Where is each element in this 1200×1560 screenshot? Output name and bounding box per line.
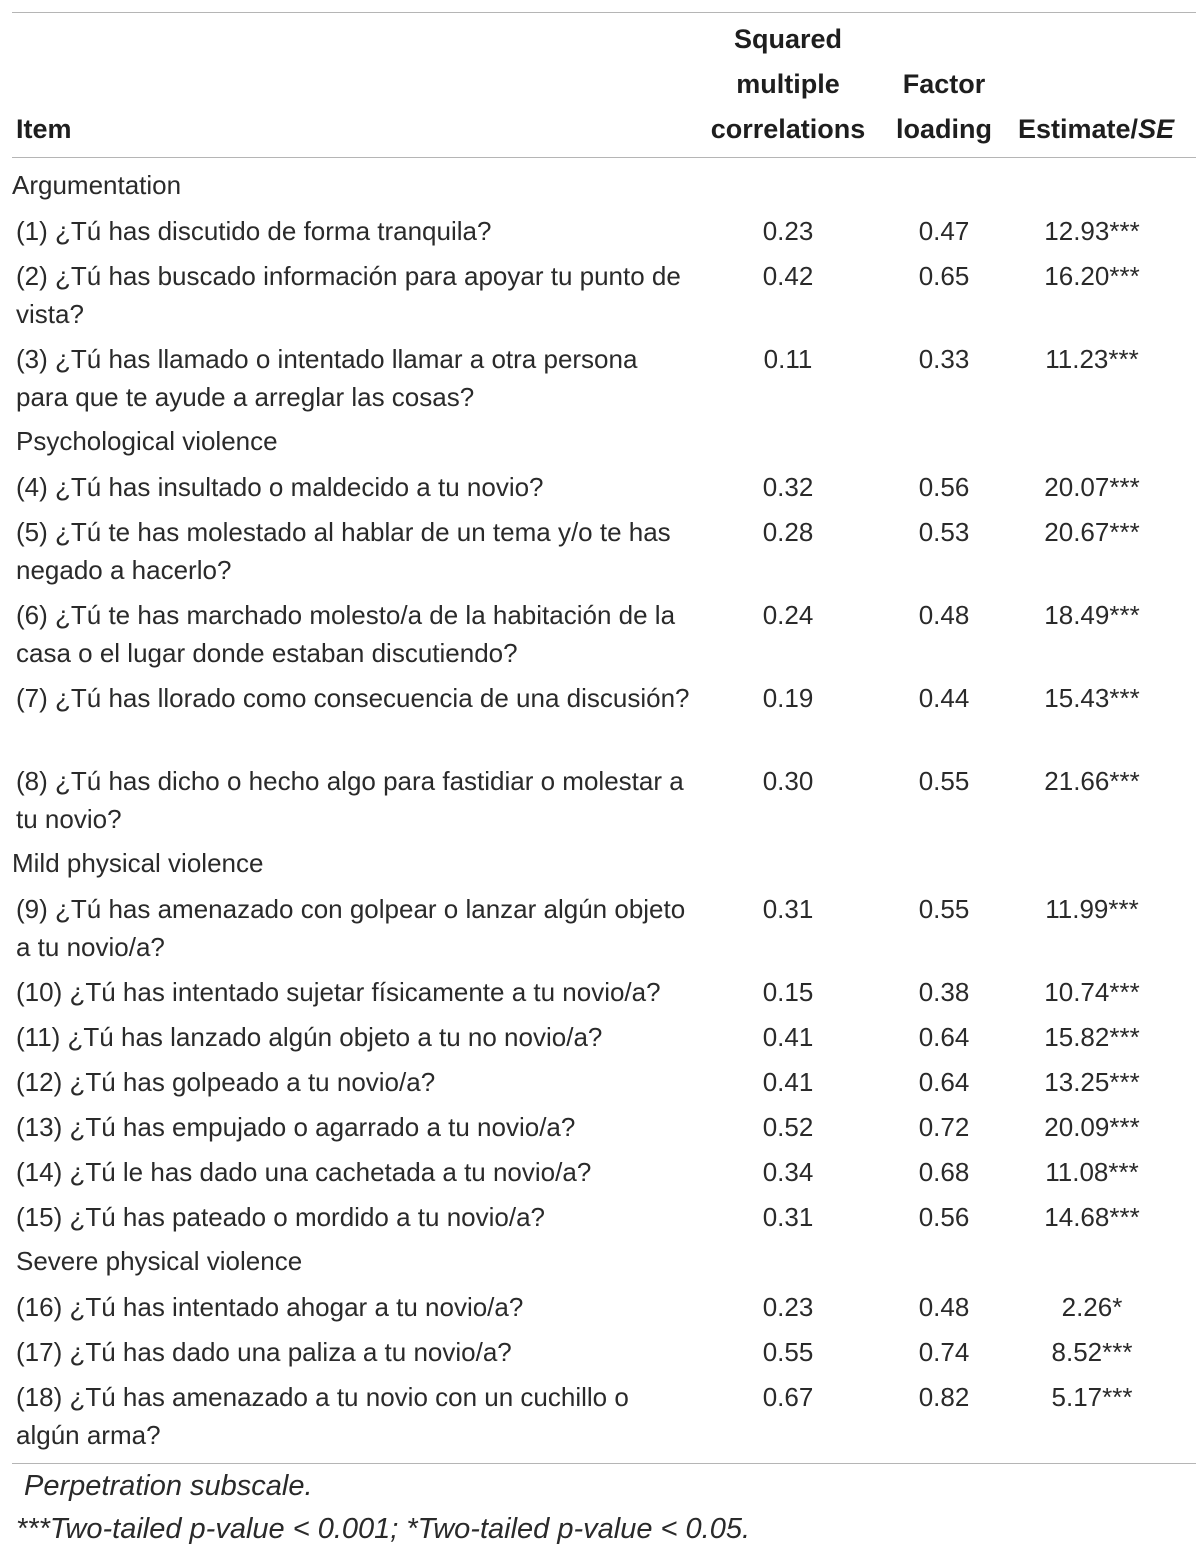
item-text: (18) ¿Tú has amenazado a tu novio con un cuchillo o algún arma? <box>16 1382 629 1450</box>
factor-loading: 0.47 <box>918 216 970 246</box>
squared-multiple-correlation: 0.28 <box>762 517 814 547</box>
factor-loading: 0.74 <box>918 1337 970 1367</box>
estimate-se: 12.93*** <box>1044 216 1140 246</box>
factor-loading: 0.55 <box>918 766 970 796</box>
header-rule <box>12 157 1196 158</box>
estimate-se: 20.67*** <box>1044 517 1140 547</box>
section-heading: Mild physical violence <box>12 848 264 878</box>
item-text: (7) ¿Tú has llorado como consecuencia de una discusión? <box>16 683 690 713</box>
factor-loading: 0.53 <box>918 517 970 547</box>
estimate-se: 11.99*** <box>1045 894 1139 924</box>
item-text: (17) ¿Tú has dado una paliza a tu novio/a? <box>16 1337 512 1367</box>
squared-multiple-correlation: 0.55 <box>762 1337 814 1367</box>
squared-multiple-correlation: 0.32 <box>762 472 814 502</box>
estimate-se: 18.49*** <box>1044 600 1140 630</box>
table-row <box>0 1329 1200 1374</box>
factor-loading: 0.38 <box>918 977 970 1007</box>
estimate-se: 16.20*** <box>1044 261 1140 291</box>
estimate-se: 14.68*** <box>1044 1202 1140 1232</box>
squared-multiple-correlation: 0.42 <box>762 261 814 291</box>
table-row <box>0 253 1200 336</box>
estimate-se: 15.43*** <box>1044 683 1140 713</box>
item-text: (8) ¿Tú has dicho o hecho algo para fastidiar o molestar a tu novio? <box>16 766 684 834</box>
estimate-se: 15.82*** <box>1044 1022 1140 1052</box>
footnote-subscale: Perpetration subscale. <box>24 1470 313 1502</box>
top-rule <box>12 12 1196 13</box>
factor-loading: 0.72 <box>918 1112 970 1142</box>
table-row <box>0 464 1200 509</box>
table-row <box>0 758 1200 841</box>
table-body <box>0 163 1200 1457</box>
table-row <box>0 1014 1200 1059</box>
squared-multiple-correlation: 0.24 <box>762 600 814 630</box>
factor-loading: 0.33 <box>918 344 970 374</box>
item-text: (14) ¿Tú le has dado una cachetada a tu novio/a? <box>16 1157 592 1187</box>
bottom-rule <box>12 1463 1196 1464</box>
estimate-se: 21.66*** <box>1044 766 1140 796</box>
item-text: (15) ¿Tú has pateado o mordido a tu novio/a? <box>16 1202 545 1232</box>
squared-multiple-correlation: 0.31 <box>762 894 814 924</box>
factor-loading: 0.55 <box>918 894 970 924</box>
table-row <box>0 886 1200 969</box>
squared-multiple-correlation: 0.19 <box>762 683 814 713</box>
table-row <box>0 1059 1200 1104</box>
table-row <box>0 1374 1200 1457</box>
item-text: (2) ¿Tú has buscado información para apoyar tu punto de vista? <box>16 261 681 329</box>
squared-multiple-correlation: 0.52 <box>762 1112 814 1142</box>
factor-loading: 0.48 <box>918 600 970 630</box>
factor-loading: 0.48 <box>918 1292 970 1322</box>
squared-multiple-correlation: 0.34 <box>762 1157 814 1187</box>
squared-multiple-correlation: 0.23 <box>762 1292 814 1322</box>
item-text: (12) ¿Tú has golpeado a tu novio/a? <box>16 1067 436 1097</box>
squared-multiple-correlation: 0.41 <box>762 1022 814 1052</box>
estimate-se: 5.17*** <box>1051 1382 1133 1412</box>
table-row <box>0 1104 1200 1149</box>
header-squared-multiple-correlations: Squared multiple correlations <box>710 24 866 144</box>
table-row <box>0 675 1200 758</box>
table-row <box>0 592 1200 675</box>
estimate-se: 20.07*** <box>1044 472 1140 502</box>
item-text: (6) ¿Tú te has marchado molesto/a de la habitación de la casa o el lugar donde estaban discutiendo? <box>16 600 676 668</box>
squared-multiple-correlation: 0.31 <box>762 1202 814 1232</box>
factor-loading: 0.64 <box>918 1067 970 1097</box>
factor-loading: 0.64 <box>918 1022 970 1052</box>
estimate-se: 13.25*** <box>1044 1067 1140 1097</box>
table-row <box>0 969 1200 1014</box>
factor-loading: 0.44 <box>918 683 970 713</box>
section-heading: Psychological violence <box>16 426 278 456</box>
item-text: (3) ¿Tú has llamado o intentado llamar a otra persona para que te ayude a arreglar las cosas? <box>16 344 638 412</box>
squared-multiple-correlation: 0.15 <box>762 977 814 1007</box>
estimate-se: 20.09*** <box>1044 1112 1140 1142</box>
squared-multiple-correlation: 0.23 <box>762 216 814 246</box>
item-text: (16) ¿Tú has intentado ahogar a tu novio/a? <box>16 1292 524 1322</box>
section-heading: Argumentation <box>12 170 182 200</box>
estimate-se: 11.08*** <box>1045 1157 1139 1187</box>
factor-loading: 0.68 <box>918 1157 970 1187</box>
table-row <box>0 1149 1200 1194</box>
item-text: (5) ¿Tú te has molestado al hablar de un tema y/o te has negado a hacerlo? <box>16 517 671 585</box>
section-heading: Severe physical violence <box>16 1246 303 1276</box>
table-row <box>0 336 1200 419</box>
factor-loading: 0.82 <box>918 1382 970 1412</box>
squared-multiple-correlation: 0.11 <box>763 344 813 374</box>
squared-multiple-correlation: 0.41 <box>762 1067 814 1097</box>
item-text: (9) ¿Tú has amenazado con golpear o lanzar algún objeto a tu novio/a? <box>16 894 686 962</box>
item-text: (11) ¿Tú has lanzado algún objeto a tu no novio/a? <box>16 1022 603 1052</box>
item-text: (13) ¿Tú has empujado o agarrado a tu novio/a? <box>16 1112 576 1142</box>
estimate-se: 2.26* <box>1061 1292 1123 1322</box>
estimate-se: 8.52*** <box>1051 1337 1133 1367</box>
table-row <box>0 509 1200 592</box>
item-text: (10) ¿Tú has intentado sujetar físicamente a tu novio/a? <box>16 977 661 1007</box>
table-row <box>0 208 1200 253</box>
item-text: (1) ¿Tú has discutido de forma tranquila? <box>16 216 492 246</box>
header-estimate-se: Estimate/SE <box>1018 114 1175 144</box>
factor-loading: 0.56 <box>918 472 970 502</box>
header-item: Item <box>16 114 72 144</box>
table-row <box>0 1194 1200 1239</box>
header-factor-loading: Factor loading <box>896 69 992 144</box>
squared-multiple-correlation: 0.67 <box>762 1382 814 1412</box>
table-row <box>0 1284 1200 1329</box>
item-text: (4) ¿Tú has insultado o maldecido a tu novio? <box>16 472 544 502</box>
estimate-se: 11.23*** <box>1045 344 1139 374</box>
footnote-significance: ***Two-tailed p-value < 0.001; *Two-tailed p-value < 0.05. <box>16 1513 751 1545</box>
estimate-se: 10.74*** <box>1044 977 1140 1007</box>
squared-multiple-correlation: 0.30 <box>762 766 814 796</box>
factor-loading: 0.65 <box>918 261 970 291</box>
factor-loading: 0.56 <box>918 1202 970 1232</box>
